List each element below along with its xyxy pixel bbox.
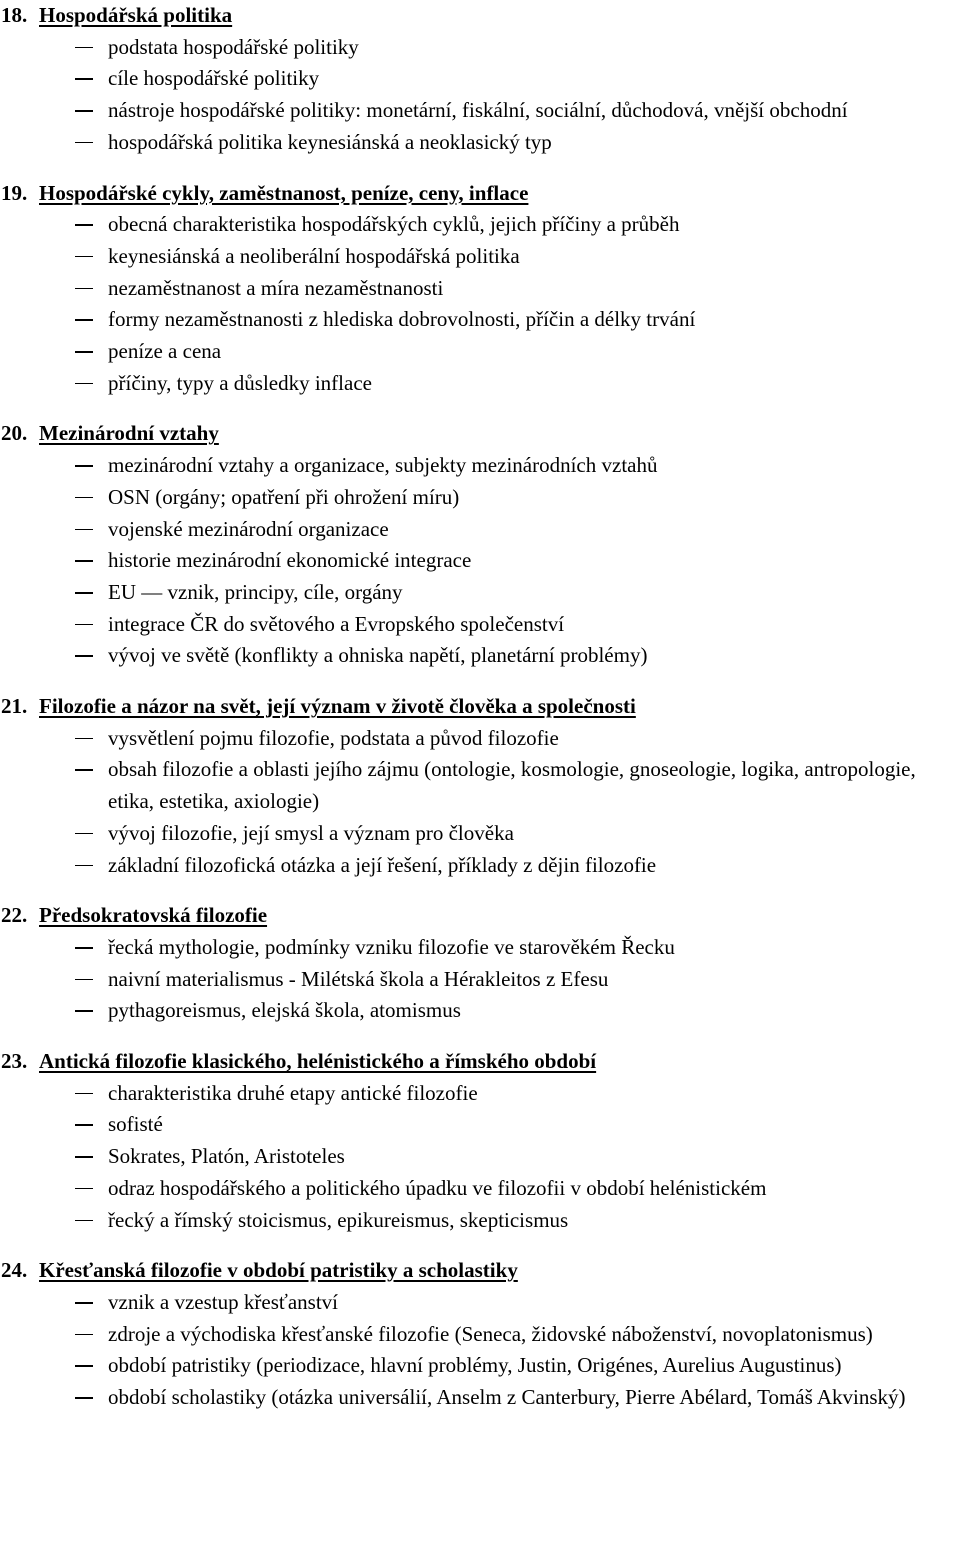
section-20 [1,418,960,672]
dash-bullet-icon [75,319,93,321]
list-item: pythagoreismus, elejská škola, atomismus [1,995,960,1027]
section-title: Předsokratovská filozofie [39,903,268,928]
list-item: historie mezinárodní ekonomické integrace [1,545,960,577]
dash-bullet-icon [75,865,93,867]
dash-bullet-icon [75,497,93,499]
list-item: peníze a cena [1,336,960,368]
dash-bullet-icon [75,529,93,531]
list-item: sofisté [1,1109,960,1141]
list-item: obecná charakteristika hospodářských cyklů, jejich příčiny a průběh [1,209,960,241]
dash-bullet-icon [75,1156,93,1158]
list-item: naivní materialismus - Milétská škola a Hérakleitos z Efesu [1,964,960,996]
dash-bullet-icon [75,1188,93,1190]
dash-bullet-icon [75,142,93,144]
dash-bullet-icon [75,383,93,385]
list-item: formy nezaměstnanosti z hlediska dobrovolnosti, příčin a délky trvání [1,304,960,336]
dash-bullet-icon [75,979,93,981]
list-item: charakteristika druhé etapy antické filozofie [1,1078,960,1110]
section-title: Hospodářské cykly, zaměstnanost, peníze, ceny, inflace [39,180,529,205]
list-item: nezaměstnanost a míra nezaměstnanosti [1,273,960,305]
list-item: EU — vznik, principy, cíle, orgány [1,577,960,609]
section-title: Mezinárodní vztahy [39,421,219,446]
section-heading [1,178,960,210]
dash-bullet-icon [75,1302,93,1304]
section-19 [1,178,960,400]
section-items [1,1078,960,1237]
section-number: 19. [1,180,28,205]
section-heading [1,1255,960,1287]
dash-bullet-icon [75,351,93,353]
list-item: mezinárodní vztahy a organizace, subjekty mezinárodních vztahů [1,450,960,482]
list-item: vznik a vzestup křesťanství [1,1287,960,1319]
list-item: podstata hospodářské politiky [1,32,960,64]
list-item: odraz hospodářského a politického úpadku ve filozofii v období helénistickém [1,1173,960,1205]
dash-bullet-icon [75,1365,93,1367]
dash-bullet-icon [75,224,93,226]
dash-bullet-icon [75,1334,93,1336]
list-item: nástroje hospodářské politiky: monetární, fiskální, sociální, důchodová, vnější obchodní [1,95,960,127]
dash-bullet-icon [75,47,93,49]
section-heading [1,691,960,723]
dash-bullet-icon [75,624,93,626]
section-title: Hospodářská politika [39,3,233,27]
section-items [1,932,960,1027]
section-items [1,1287,960,1414]
dash-bullet-icon [75,833,93,835]
dash-bullet-icon [75,465,93,467]
section-heading [1,900,960,932]
list-item: zdroje a východiska křesťanské filozofie (Seneca, židovské náboženství, novoplatonismus) [1,1319,960,1351]
section-23 [1,1046,960,1236]
dash-bullet-icon [75,738,93,740]
section-title: Antická filozofie klasického, helénistického a římského období [39,1049,597,1074]
list-item: cíle hospodářské politiky [1,63,960,95]
section-heading [1,0,960,32]
dash-bullet-icon [75,769,93,771]
dash-bullet-icon [75,947,93,949]
list-item: vývoj filozofie, její smysl a význam pro člověka [1,818,960,850]
section-number: 22. [1,903,28,928]
list-item: OSN (orgány; opatření při ohrožení míru) [1,482,960,514]
dash-bullet-icon [75,78,93,80]
list-item: období scholastiky (otázka universálií, Anselm z Canterbury, Pierre Abélard, Tomáš Akvinský) [1,1382,960,1414]
list-item: vysvětlení pojmu filozofie, podstata a původ filozofie [1,723,960,755]
section-21 [1,691,960,881]
section-items [1,32,960,159]
list-item: Sokrates, Platón, Aristoteles [1,1141,960,1173]
section-number: 21. [1,694,28,719]
list-item: řecká mythologie, podmínky vzniku filozofie ve starověkém Řecku [1,932,960,964]
list-item: příčiny, typy a důsledky inflace [1,368,960,400]
dash-bullet-icon [75,1093,93,1095]
section-title: Křesťanská filozofie v období patristiky a scholastiky [39,1258,518,1283]
section-title: Filozofie a názor na svět, její význam v životě člověka a společnosti [39,694,636,719]
dash-bullet-icon [75,560,93,562]
list-item: období patristiky (periodizace, hlavní problémy, Justin, Origénes, Aurelius Augustinus) [1,1350,960,1382]
section-22 [1,900,960,1027]
section-items [1,723,960,882]
dash-bullet-icon [75,592,93,594]
list-item: obsah filozofie a oblasti jejího zájmu (ontologie, kosmologie, gnoseologie, logika, antropologie, etika, estetika, axiologie) [1,754,960,817]
dash-bullet-icon [75,1124,93,1126]
dash-bullet-icon [75,1220,93,1222]
section-number: 23. [1,1049,28,1074]
dash-bullet-icon [75,1010,93,1012]
dash-bullet-icon [75,256,93,258]
list-item: hospodářská politika keynesiánská a neoklasický typ [1,127,960,159]
list-item: integrace ČR do světového a Evropského společenství [1,609,960,641]
list-item: vývoj ve světě (konflikty a ohniska napětí, planetární problémy) [1,640,960,672]
section-number: 20. [1,421,28,446]
section-heading [1,418,960,450]
dash-bullet-icon [75,655,93,657]
section-number: 18. [1,3,28,27]
section-number: 24. [1,1258,28,1283]
section-18 [1,0,960,159]
list-item: řecký a římský stoicismus, epikureismus, skepticismus [1,1205,960,1237]
list-item: základní filozofická otázka a její řešení, příklady z dějin filozofie [1,850,960,882]
section-items [1,209,960,399]
dash-bullet-icon [75,288,93,290]
list-item: vojenské mezinárodní organizace [1,514,960,546]
list-item: keynesiánská a neoliberální hospodářská politika [1,241,960,273]
dash-bullet-icon [75,110,93,112]
section-heading [1,1046,960,1078]
section-items [1,450,960,672]
dash-bullet-icon [75,1397,93,1399]
section-24 [1,1255,960,1414]
